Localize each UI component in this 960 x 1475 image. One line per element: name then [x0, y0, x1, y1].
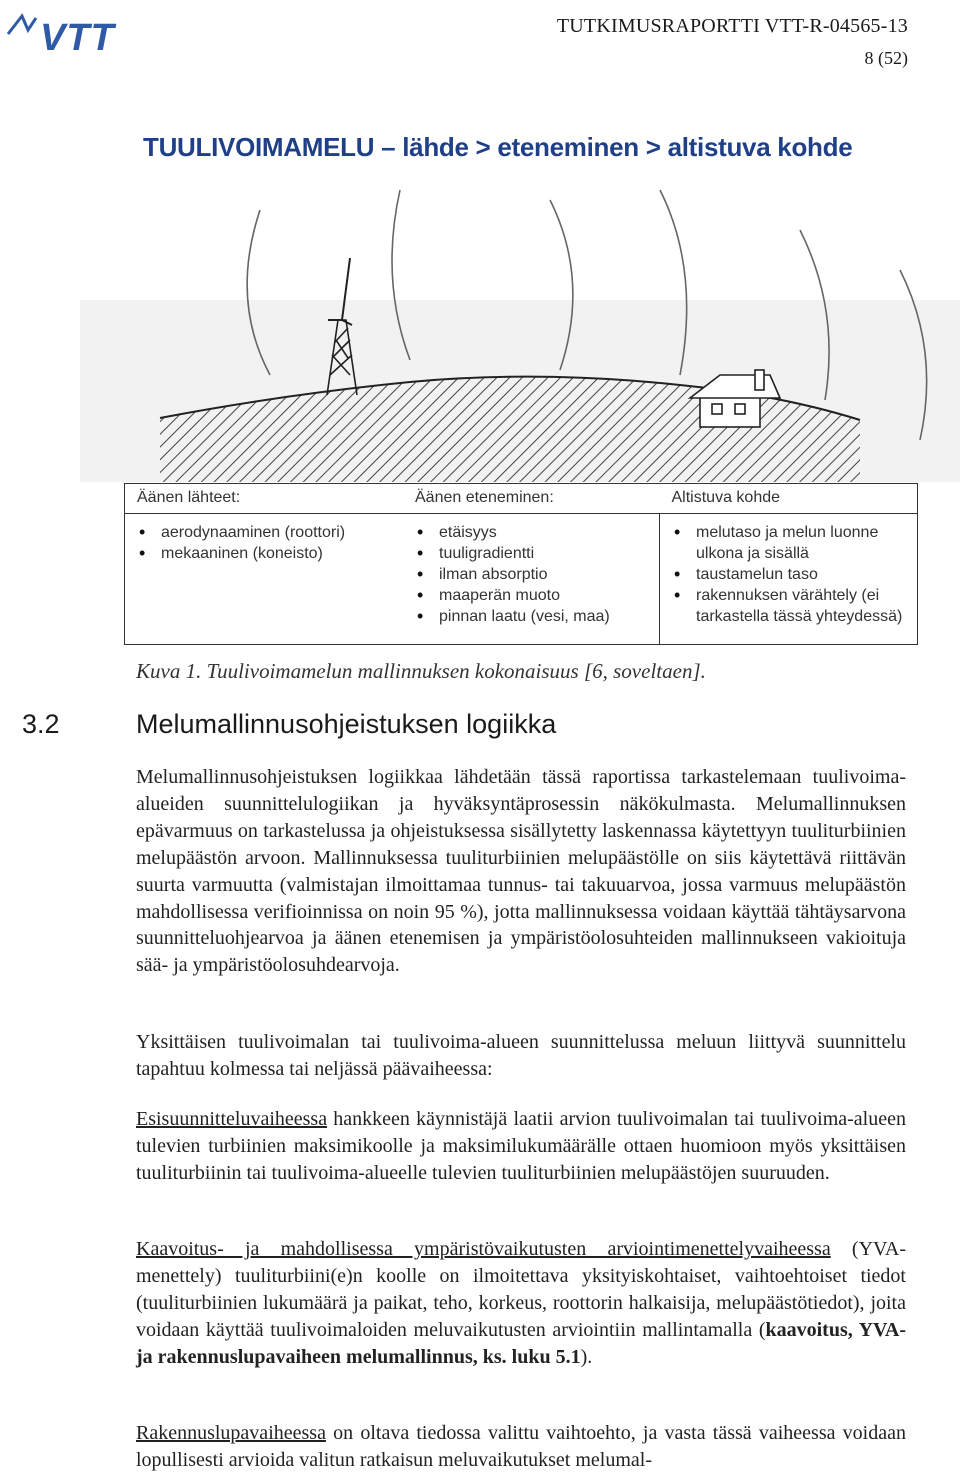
vtt-logo: [6, 6, 156, 58]
list-item: • aerodynaaminen (roottori): [133, 522, 395, 543]
receiver-cell: [660, 514, 918, 645]
section-title: Melumallinnusohjeistuksen logiikka: [136, 709, 557, 739]
phase-term-pre-design: Esisuunnitteluvaiheessa: [136, 1108, 328, 1130]
paragraph-3-text: hankkeen käynnistäjä laatii arvion tuulivoimalan tai tuulivoima-alueen tulevien turbiinien maksimikoolle ja maksimilukumäärälle ottaen huomioon myös yksittäisen tuuliturbiinin tai tuulivoima-alueelle tulevien tuuliturbiinien melupäästöjen suuruuden.: [136, 1108, 906, 1184]
list-item: • etäisyys: [411, 522, 651, 543]
paragraph-4-bold: kaavoitus, YVA- ja rakennuslupavaiheen melumallinnus, ks. luku 5.1: [136, 1318, 907, 1368]
phase-term-building-permit: Rakennuslupavaiheessa: [136, 1422, 326, 1444]
wind-turbine-illustration: [80, 170, 960, 482]
list-item: • melutaso ja melun luonne ulkona ja sisällä: [668, 522, 909, 564]
page-number: 8 (52): [864, 48, 908, 68]
list-item: • tuuligradientti: [411, 543, 651, 564]
phase-term-zoning: Kaavoitus- ja mahdollisessa ympäristövaikutusten arviointimenettelyvaiheessa: [136, 1238, 831, 1260]
list-item: • maaperän muoto: [411, 585, 651, 606]
report-id: TUTKIMUSRAPORTTI VTT-R-04565-13: [556, 15, 908, 37]
paragraph-4: [136, 1236, 906, 1371]
list-item: • ilman absorptio: [411, 564, 651, 585]
paragraph-3: [136, 1106, 906, 1187]
logo-wave-icon: [8, 16, 36, 34]
propagation-cell: [403, 514, 660, 645]
sources-heading: Äänen lähteet:: [125, 484, 404, 514]
paragraph-5: [136, 1420, 906, 1474]
receiver-heading: Altistuva kohde: [660, 484, 918, 514]
list-item: • pinnan laatu (vesi, maa): [411, 606, 651, 627]
propagation-heading: Äänen eteneminen:: [403, 484, 660, 514]
figure-title: TUULIVOIMAMELU – lähde > eteneminen > altistuva kohde: [143, 132, 853, 162]
paragraph-2: Yksittäisen tuulivoimalan tai tuulivoima-alueen suunnittelussa meluun liittyvä suunnittelu tapahtuu kolmessa tai neljässä päävaiheessa:: [136, 1031, 906, 1080]
section-number: 3.2: [22, 709, 60, 739]
logo-text: VTT: [40, 17, 115, 58]
paragraph-4-end: ).: [580, 1345, 593, 1368]
list-item: • taustamelun taso: [668, 564, 909, 585]
sources-cell: [125, 514, 404, 645]
list-item: • mekaaninen (koneisto): [133, 543, 395, 564]
paragraph-4-text: (YVA-menettely) tuuliturbiini(e)n koolle on ilmoitettava yksityiskohtaiset, vaihtoehtoiset tiedot (tuuliturbiinien lukumäärä ja paikat, teho, korkeus, roottorin halkaisija, melupäästötiedot), joita voidaan käyttää tuulivoimaloiden meluvaikutusten arviointiin mallintamalla (: [136, 1238, 907, 1341]
paragraph-5-text: on oltava tiedossa valittu vaihtoehto, ja vasta tässä vaiheessa voidaan lopullisesti arvioida valitun ratkaisun meluvaikutukset melumal-: [136, 1422, 906, 1471]
figure-table: [124, 483, 918, 645]
list-item: • rakennuksen värähtely (ei tarkastella tässä yhteydessä): [668, 585, 909, 627]
paragraph-1: Melumallinnusohjeistuksen logiikkaa lähdetään tässä raportissa tarkastelemaan tuulivoima-alueiden suunnittelulogiikan ja hyväksyntäprosessin näkökulmasta. Melumallinnuksen epävarmuus on tarkastelussa ja ohjeistuksessa sisällytetty laskennassa käytettyyn tuuliturbiinien melupäästön arvoon. Mallinnuksessa tuuliturbiinien melupäästölle on siis käytettävä riittävän suurta varmuutta (valmistajan ilmoittamaa tunnus- tai takuuarvoa, jossa varmuus melupäästön mahdollisessa verifioinnissa on noin 95 %), jotta mallinnuksessa voidaan käyttää tähtäysarvona suunnitteluohjearvoa ja äänen etenemisen ja ympäristöolosuhteiden mallinnukseen vakioituja sää- ja ympäristöolosuhdearvoja.: [136, 766, 906, 977]
figure-caption: Kuva 1. Tuulivoimamelun mallinnuksen kokonaisuus [6, soveltaen].: [136, 659, 706, 683]
